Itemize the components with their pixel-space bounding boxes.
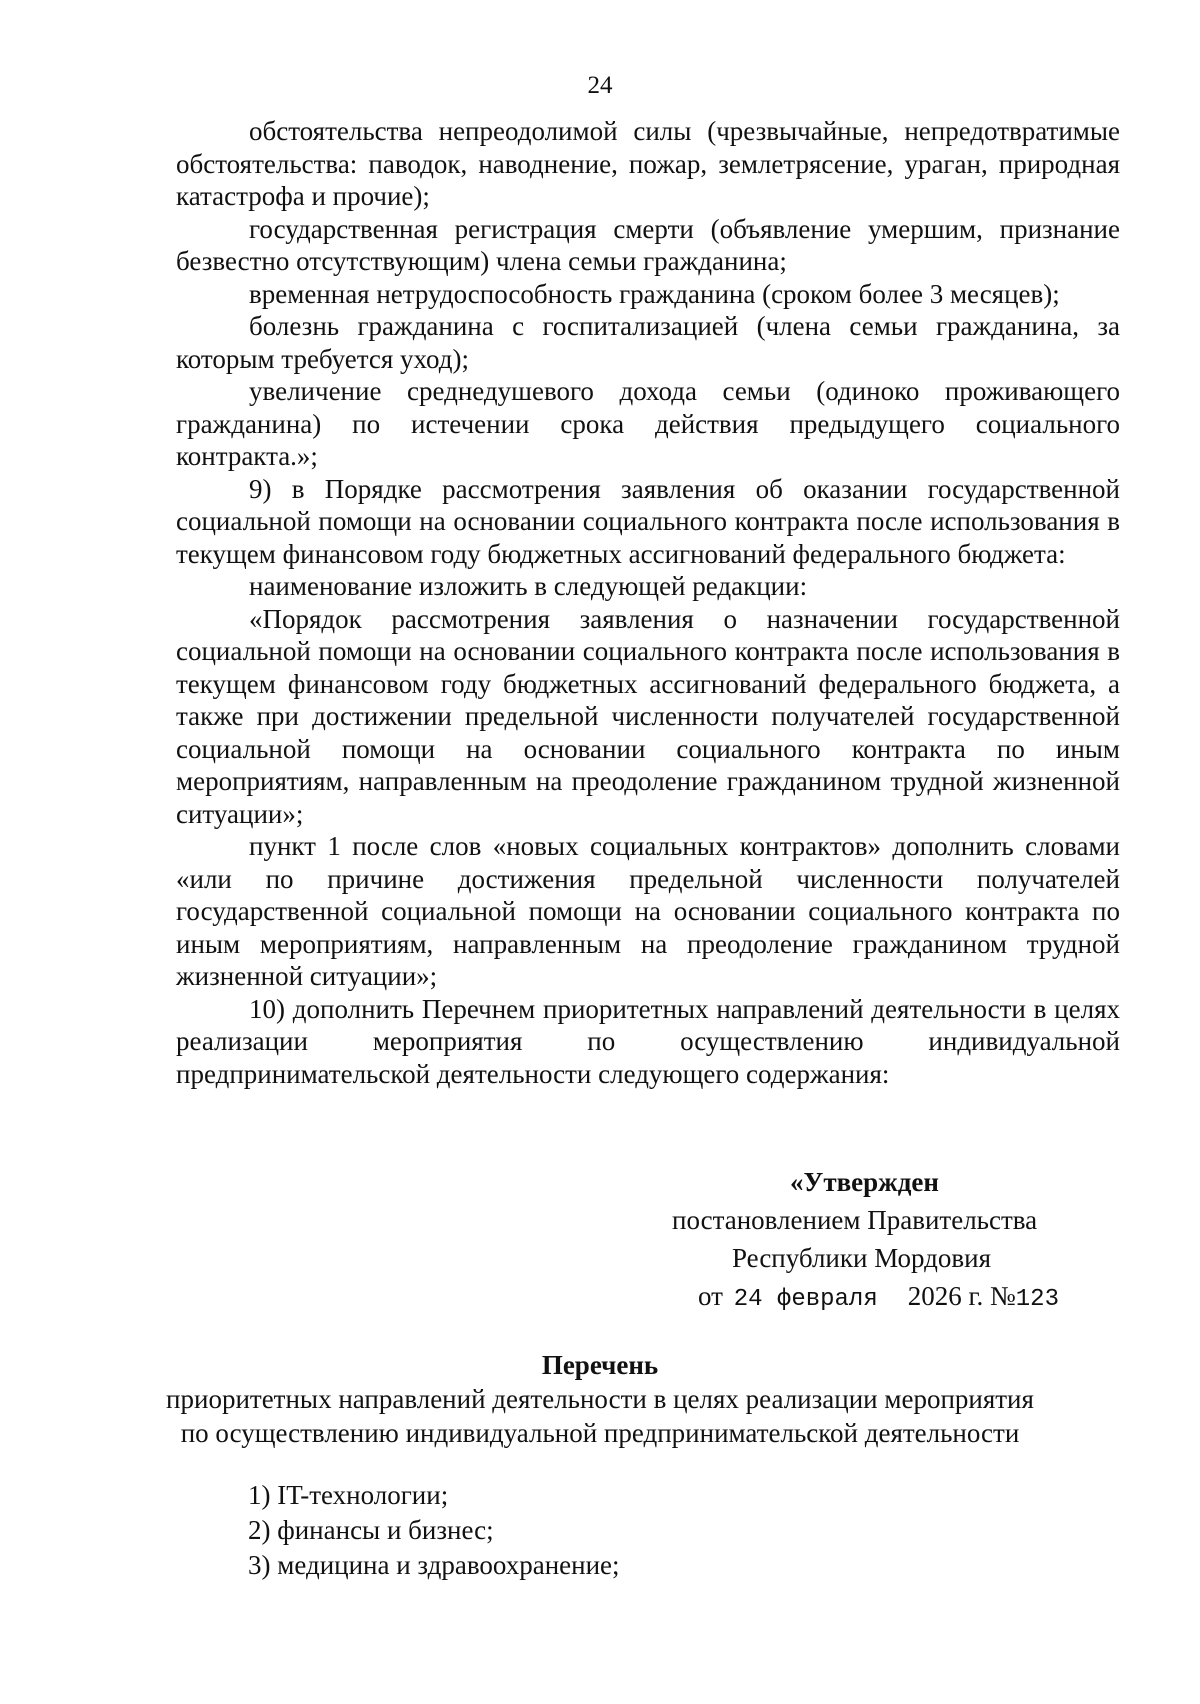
list-subtitle-line-2: по осуществлению индивидуальной предпринимательской деятельности: [180, 1418, 1020, 1448]
approval-heading: «Утвержден: [790, 1167, 939, 1197]
paragraph-item-9: 9) в Порядке рассмотрения заявления об оказании государственной социальной помощи на основании социального контракта после использования в текущем финансовом году бюджетных ассигнований федерального бюджета:: [176, 473, 1120, 569]
paragraph-item-10: 10) дополнить Перечнем приоритетных направлений деятельности в целях реализации мероприятия по осуществлению индивидуальной предпринимательской деятельности следующего содержания:: [176, 993, 1120, 1089]
approval-date-line: [620, 1277, 1140, 1319]
body-text: [176, 115, 1120, 1090]
document-number: 123: [1015, 1286, 1059, 1313]
list-item: 1) IT-технологии;: [248, 1480, 449, 1510]
paragraph-new-name: «Порядок рассмотрения заявления о назначении государственной социальной помощи на основании социального контракта после использования в текущем финансовом году бюджетных ассигнований федерального бюджета, а также при достижении предельной численности получателей государственной социальной помощи на основании социального контракта по иным мероприятиям, направленным на преодоление гражданином трудной жизненной ситуации»;: [176, 603, 1120, 829]
paragraph-disability: временная нетрудоспособность гражданина (сроком более 3 месяцев);: [249, 278, 1060, 309]
list-heading: [0, 1348, 1200, 1450]
paragraph-illness: болезнь гражданина с госпитализацией (члена семьи гражданина, за которым требуется уход);: [176, 311, 1120, 374]
list-item: 3) медицина и здравоохранение;: [248, 1550, 620, 1580]
date-prefix: от: [698, 1281, 723, 1311]
approval-line-resolution: постановлением Правительства: [672, 1205, 1038, 1235]
page-number: 24: [587, 72, 613, 99]
date-year: 2026 г. №: [907, 1281, 1016, 1311]
list-title: Перечень: [541, 1350, 659, 1380]
approval-line-republic: Республики Мордовия: [732, 1243, 992, 1273]
paragraph-force-majeure: обстоятельства непреодолимой силы (чрезвычайные, непредотвратимые обстоятельства: паводок, наводнение, пожар, землетрясение, ураган, природная катастрофа и прочие);: [176, 116, 1120, 211]
paragraph-income-increase: увеличение среднедушевого дохода семьи (одиноко проживающего гражданина) по истечении срока действия предыдущего социального контракта.»;: [176, 376, 1120, 471]
paragraph-name-change: наименование изложить в следующей редакции:: [249, 571, 808, 601]
paragraph-death-registration: государственная регистрация смерти (объявление умершим, признание безвестно отсутствующим) члена семьи гражданина;: [176, 213, 1120, 276]
approval-block: [620, 1163, 1140, 1319]
list-subtitle-line-1: приоритетных направлений деятельности в целях реализации мероприятия: [166, 1384, 1034, 1414]
priority-list: [248, 1478, 620, 1583]
list-item: 2) финансы и бизнес;: [248, 1515, 494, 1545]
date-day-month: 24 февраля: [733, 1286, 878, 1313]
paragraph-point-1: пункт 1 после слов «новых социальных контрактов» дополнить словами «или по причине достижения предельной численности получателей государственной социальной помощи на основании социального контракта по иным мероприятиям, направленным на преодоление гражданином трудной жизненной ситуации»;: [176, 831, 1120, 991]
